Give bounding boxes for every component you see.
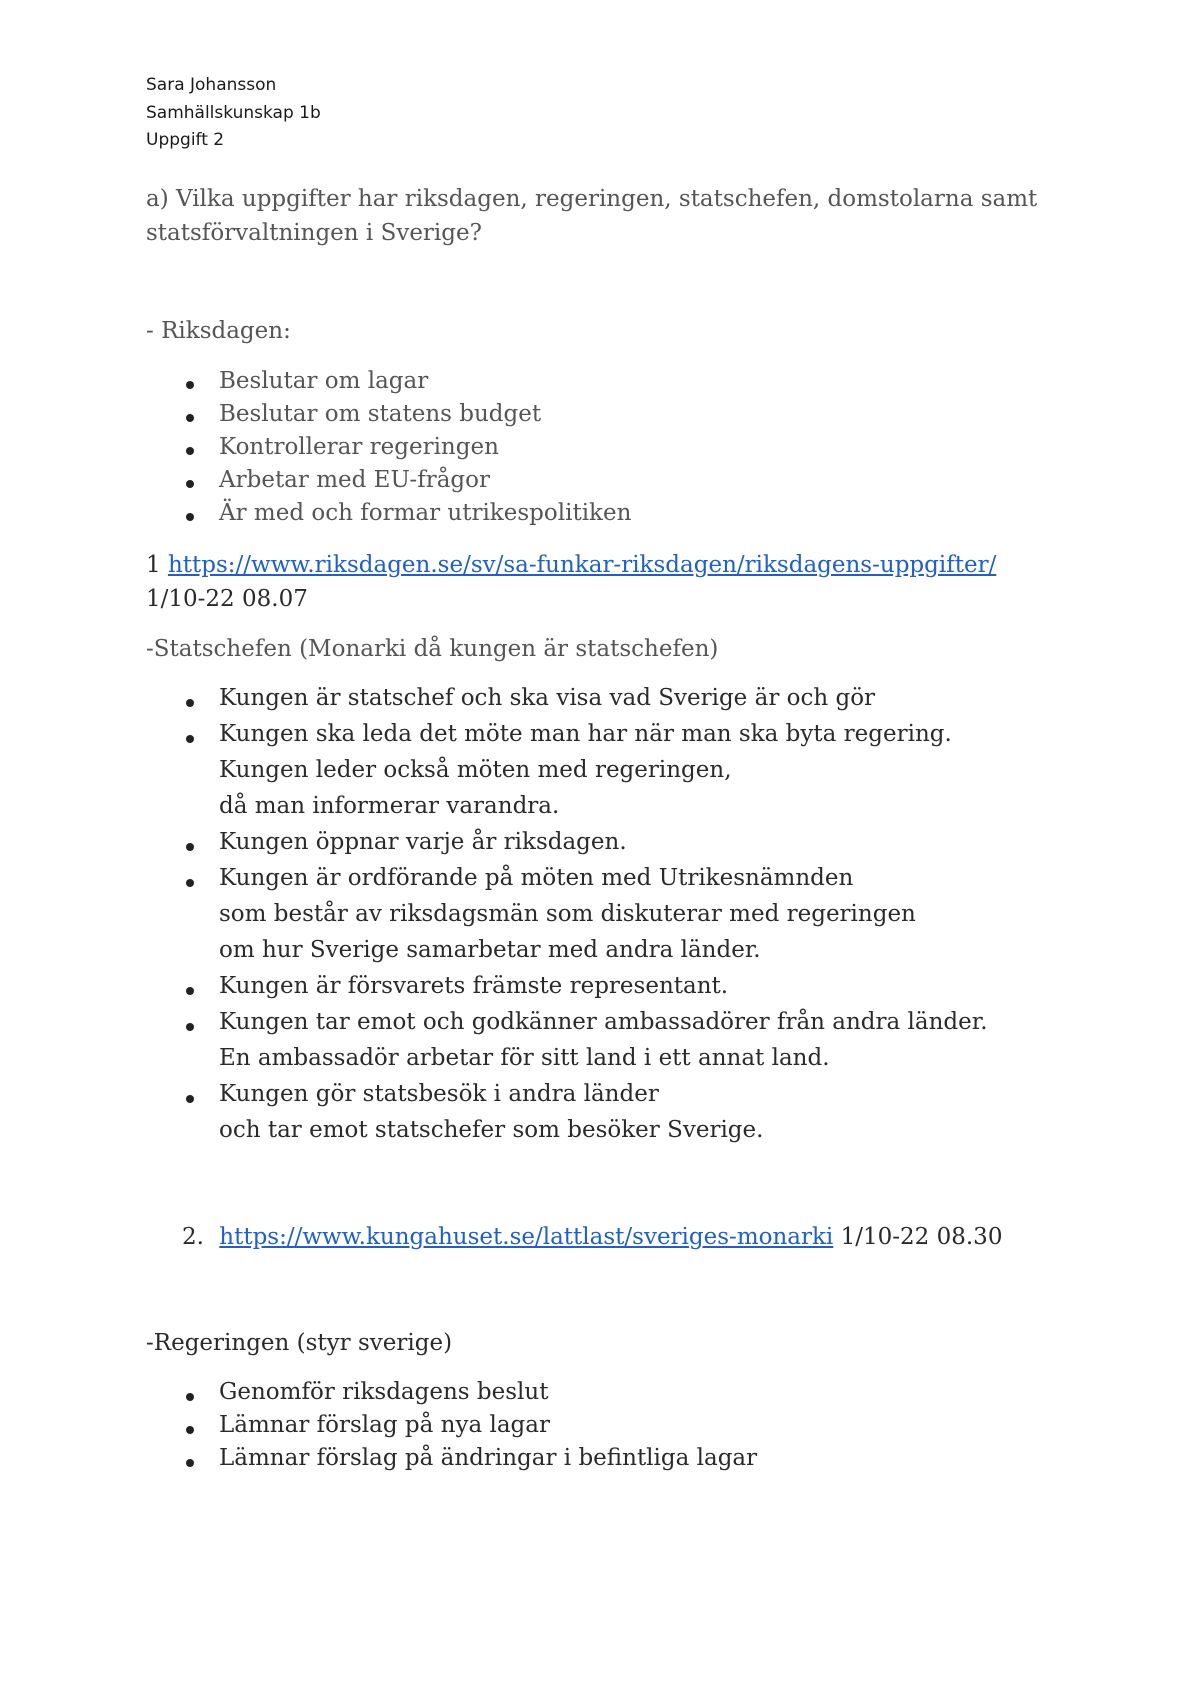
list-item: Kungen tar emot och godkänner ambassadörer från andra länder. (219, 1009, 988, 1035)
source-link-riksdagen[interactable]: https://www.riksdagen.se/sv/sa-funkar-riksdagen/riksdagens-uppgifter/ (167, 552, 997, 578)
course-name: Samhällskunskap 1b (146, 103, 321, 123)
bullet-icon (186, 1459, 194, 1467)
assignment-title: Uppgift 2 (146, 130, 225, 150)
list-item: Lämnar förslag på nya lagar (219, 1412, 550, 1438)
list-item: Kungen ska leda det möte man har när man ska byta regering. (219, 721, 952, 747)
question-line-1: a) Vilka uppgifter har riksdagen, regeringen, statschefen, domstolarna samt (146, 186, 1038, 212)
list-item-continuation: om hur Sverige samarbetar med andra länder. (219, 937, 761, 963)
bullet-icon (186, 987, 194, 995)
list-item-continuation: En ambassadör arbetar för sitt land i ett annat land. (219, 1045, 830, 1071)
section-heading-riksdagen: - Riksdagen: (146, 318, 291, 344)
bullet-icon (186, 414, 194, 422)
source-timestamp: 1/10-22 08.07 (146, 586, 308, 612)
list-item: Kontrollerar regeringen (219, 434, 499, 460)
source-timestamp: 1/10-22 08.30 (840, 1224, 1003, 1250)
list-item: Beslutar om statens budget (219, 401, 542, 427)
bullet-icon (186, 381, 194, 389)
list-item: Kungen gör statsbesök i andra länder (219, 1081, 659, 1107)
list-item: Lämnar förslag på ändringar i befintliga lagar (219, 1445, 758, 1471)
list-item: Beslutar om lagar (219, 368, 429, 394)
bullet-icon (186, 879, 194, 887)
section-heading-statschefen: -Statschefen (Monarki då kungen är statschefen) (146, 636, 719, 662)
bullet-icon (186, 1095, 194, 1103)
source-number: 2. (182, 1224, 204, 1250)
list-item: Kungen är statschef och ska visa vad Sverige är och gör (219, 685, 876, 711)
list-item: Är med och formar utrikespolitiken (219, 500, 632, 526)
list-item: Kungen öppnar varje år riksdagen. (219, 829, 627, 855)
bullet-icon (186, 735, 194, 743)
bullet-icon (186, 1023, 194, 1031)
source-line-2 (182, 1224, 1002, 1250)
bullet-icon (186, 1393, 194, 1401)
source-number: 1 (146, 552, 161, 578)
question-line-2: statsförvaltningen i Sverige? (146, 220, 482, 246)
bullet-icon (186, 699, 194, 707)
bullet-icon (186, 843, 194, 851)
list-item-continuation: och tar emot statschefer som besöker Sverige. (219, 1117, 764, 1143)
list-item: Kungen är försvarets främste representant. (219, 973, 729, 999)
source-link-kungahuset[interactable]: https://www.kungahuset.se/lattlast/sveriges-monarki (219, 1224, 834, 1250)
section-heading-regeringen: -Regeringen (styr sverige) (146, 1330, 453, 1356)
list-item-continuation: Kungen leder också möten med regeringen, (219, 757, 732, 783)
list-item: Arbetar med EU-frågor (219, 467, 490, 493)
bullet-icon (186, 480, 194, 488)
bullet-icon (186, 1426, 194, 1434)
list-item: Kungen är ordförande på möten med Utrikesnämnden (219, 865, 854, 891)
author-name: Sara Johansson (146, 75, 277, 95)
list-item: Genomför riksdagens beslut (219, 1379, 549, 1405)
bullet-icon (186, 447, 194, 455)
bullet-icon (186, 513, 194, 521)
source-line-1 (146, 552, 996, 578)
list-item-continuation: som består av riksdagsmän som diskuterar med regeringen (219, 901, 916, 927)
list-item-continuation: då man informerar varandra. (219, 793, 560, 819)
